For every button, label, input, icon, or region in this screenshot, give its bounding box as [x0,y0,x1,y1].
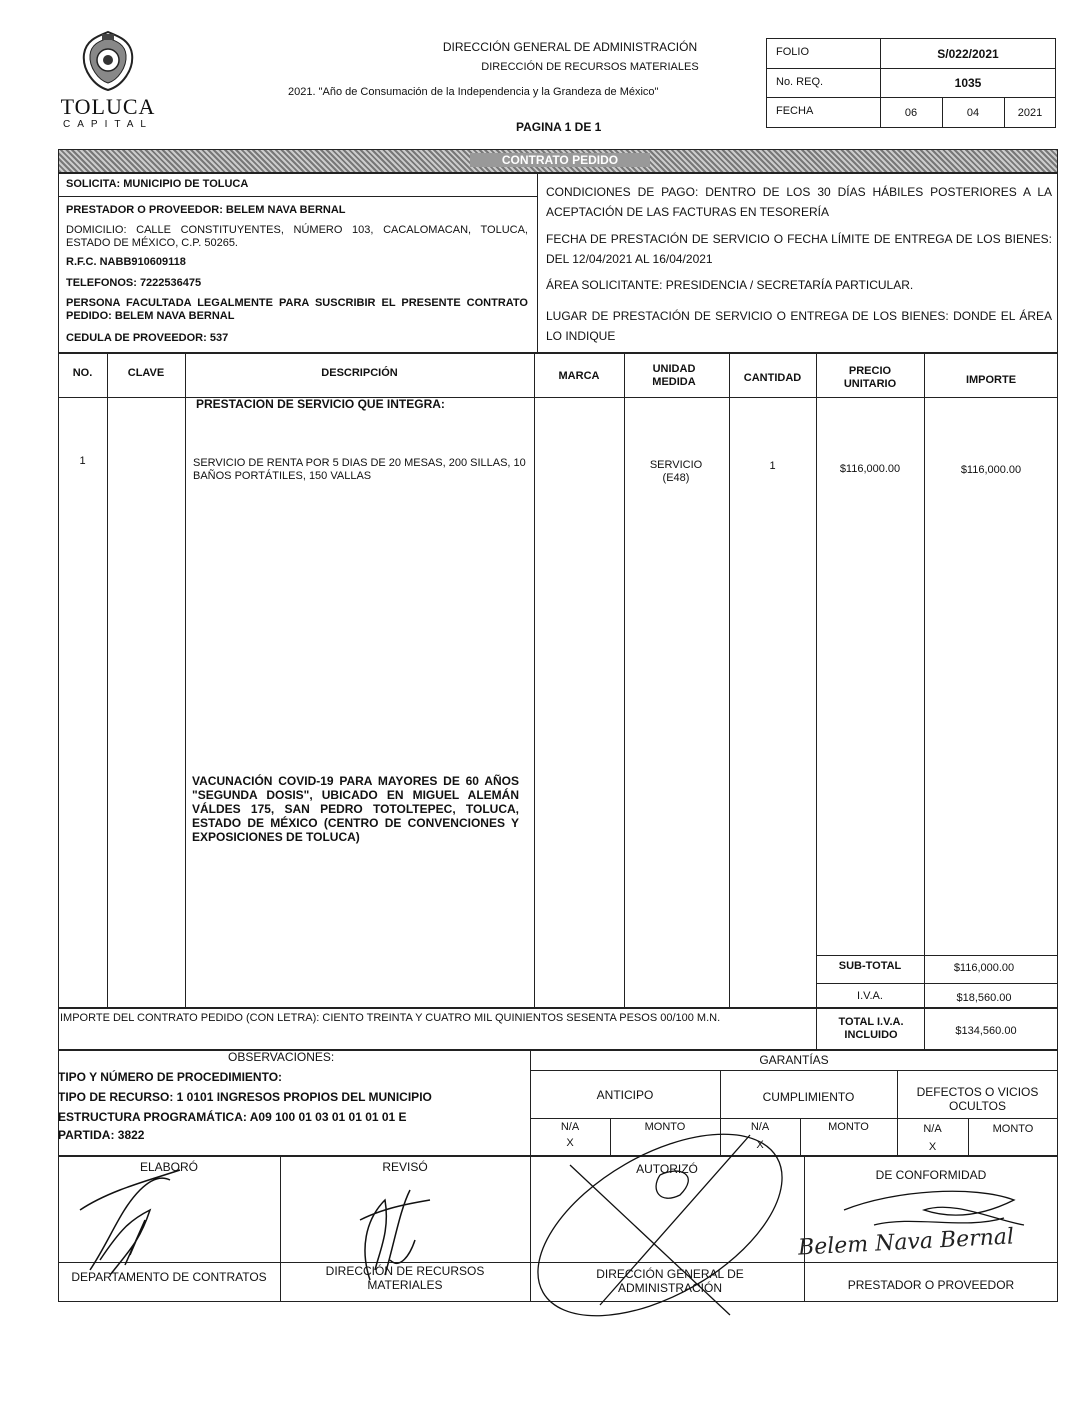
row-descripcion: SERVICIO DE RENTA POR 5 DIAS DE 20 MESAS, 200 SILLAS, 10 BAÑOS PORTÁTILES, 150 VALLAS [193,457,526,482]
prestador: PRESTADOR O PROVEEDOR: BELEM NAVA BERNAL [66,204,346,216]
col-no: NO. [72,367,93,379]
defectos-monto: MONTO [992,1123,1034,1135]
req-value: 1035 [954,76,982,90]
fecha-year: 2021 [1017,107,1043,119]
signature-reviso [330,1160,450,1300]
reviso-label: REVISÓ [382,1160,428,1174]
anticipo-x: X [566,1137,574,1149]
fecha-label: FECHA [776,105,814,117]
fecha-day: 06 [904,107,918,119]
conformidad-label: DE CONFORMIDAD [875,1168,987,1182]
banner-title: CONTRATO PEDIDO [470,153,650,167]
solicita: SOLICITA: MUNICIPIO DE TOLUCA [66,178,249,190]
header-line2: DIRECCIÓN DE RECURSOS MATERIALES [481,61,699,73]
row-importe: $116,000.00 [960,464,1022,476]
signature-conformidad [834,1180,1034,1240]
dir-recursos: DIRECCIÓN DE RECURSOS MATERIALES [325,1264,485,1292]
subtotal-label: SUB-TOTAL [838,960,902,972]
rfc: R.F.C. NABB910609118 [66,256,186,268]
signature-elaboro [70,1150,220,1290]
domicilio: DOMICILIO: CALLE CONSTITUYENTES, NÚMERO 103, CACALOMACAN, TOLUCA, ESTADO DE MÉXICO, C.P. 50265. [66,224,528,249]
col-precio: PRECIO UNITARIO [843,365,897,390]
logo-sub: CAPITAL [63,119,153,130]
header-motto: 2021. "Año de Consumación de la Independencia y la Grandeza de México" [288,86,659,98]
signature-autorizo [510,1105,810,1325]
lugar-prestacion: LUGAR DE PRESTACIÓN DE SERVICIO O ENTREGA DE LOS BIENES: DONDE EL ÁREA LO INDIQUE [546,309,1052,343]
coat-of-arms-icon [78,30,138,92]
cumplimiento-x: X [756,1139,764,1151]
autorizo-label: AUTORIZÓ [636,1162,698,1176]
prestador-label: PRESTADOR O PROVEEDOR [847,1278,1015,1292]
telefonos: TELEFONOS: 7222536475 [66,277,202,289]
iva-value: $18,560.00 [956,992,1012,1004]
col-importe: IMPORTE [965,374,1017,386]
col-unidad: UNIDAD MEDIDA [652,363,696,388]
anticipo-monto: MONTO [644,1121,686,1133]
description-note: VACUNACIÓN COVID-19 PARA MAYORES DE 60 AÑOS "SEGUNDA DOSIS", UBICADO EN MIGUEL ALEMÁN VÁLDES 175, SAN PEDRO TOTOLTEPEC, TOLUCA, ESTADO DE MÉXICO (CENTRO DE CONVENCIONES Y EXPOSICIONES DE TOLUCA) [192,774,519,844]
row-unidad: SERVICIO (E48) [649,459,703,484]
garantia-cumplimiento: CUMPLIMIENTO [762,1090,855,1104]
cumplimiento-na: N/A [750,1121,770,1133]
folio-label: FOLIO [776,46,810,58]
cumplimiento-monto: MONTO [828,1121,869,1133]
garantia-defectos: DEFECTOS O VICIOS OCULTOS [916,1085,1039,1113]
condiciones-pago: CONDICIONES DE PAGO: DENTRO DE LOS 30 DÍAS HÁBILES POSTERIORES A LA ACEPTACIÓN DE LAS FACTURAS EN TESORERÍA [546,185,1052,219]
cedula: CEDULA DE PROVEEDOR: 537 [66,332,229,344]
anticipo-na: N/A [560,1121,580,1133]
iva-label: I.V.A. [857,990,883,1002]
defectos-x: X [928,1141,937,1153]
col-descripcion: DESCRIPCIÓN [321,367,398,379]
row-precio: $116,000.00 [839,463,901,475]
persona-facultada: PERSONA FACULTADA LEGALMENTE PARA SUSCRIBIR EL PRESENTE CONTRATO PEDIDO: BELEM NAVA BERNAL [66,297,528,322]
row-cantidad: 1 [769,460,776,472]
total-value: $134,560.00 [955,1025,1017,1037]
handwritten-name: Belem Nava Bernal [797,1224,1015,1261]
col-cantidad: CANTIDAD [743,372,802,384]
page-number: PAGINA 1 DE 1 [516,120,602,134]
logo-name: TOLUCA [60,94,156,119]
garantias-title: GARANTÍAS [759,1053,829,1067]
tipo-recurso: TIPO DE RECURSO: 1 0101 INGRESOS PROPIOS DEL MUNICIPIO [58,1090,432,1104]
garantia-anticipo: ANTICIPO [596,1088,654,1102]
observaciones-title: OBSERVACIONES: [228,1050,335,1064]
defectos-na: N/A [923,1123,942,1135]
header-line1: DIRECCIÓN GENERAL DE ADMINISTRACIÓN [442,40,698,54]
total-label: TOTAL I.V.A. INCLUIDO [838,1016,904,1041]
folio-value: S/022/2021 [937,47,999,61]
items-table [58,353,1058,1008]
description-intro: PRESTACION DE SERVICIO QUE INTEGRA: [196,397,445,411]
subtotal-value: $116,000.00 [953,962,1015,974]
estructura: ESTRUCTURA PROGRAMÁTICA: A09 100 01 03 01 01 01 01 E [58,1110,407,1124]
fecha-month: 04 [966,107,980,119]
importe-letra: IMPORTE DEL CONTRATO PEDIDO (CON LETRA): CIENTO TREINTA Y CUATRO MIL QUINIENTOS SESENTA PESOS 00/100 M.N. [60,1012,721,1024]
col-marca: MARCA [558,370,600,382]
depto-contratos: DEPARTAMENTO DE CONTRATOS [71,1270,267,1284]
toluca-logo [58,30,158,134]
req-label: No. REQ. [776,76,824,88]
partida: PARTIDA: 3822 [58,1128,145,1142]
tipo-numero: TIPO Y NÚMERO DE PROCEDIMIENTO: [58,1070,283,1084]
elaboro-label: ELABORÓ [139,1160,199,1174]
row-no: 1 [79,455,86,467]
dir-general: DIRECCIÓN GENERAL DE ADMINISTRACIÓN [596,1267,744,1295]
fecha-prestacion: FECHA DE PRESTACIÓN DE SERVICIO O FECHA LÍMITE DE ENTREGA DE LOS BIENES: DEL 12/04/2021 AL 16/04/2021 [546,232,1052,266]
area-solicitante: ÁREA SOLICITANTE: PRESIDENCIA / SECRETARÍA PARTICULAR. [546,278,914,292]
col-clave: CLAVE [127,367,165,379]
